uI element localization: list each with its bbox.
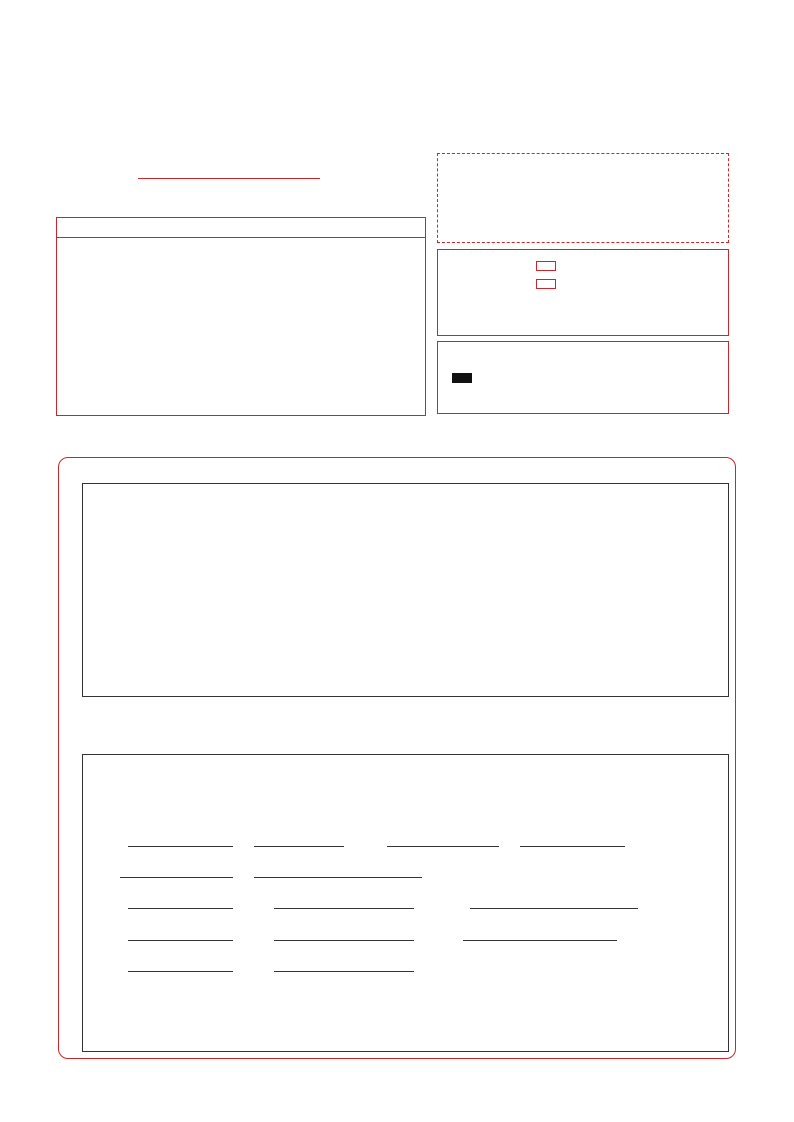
answer-blank[interactable]	[254, 846, 344, 847]
answer-blank[interactable]	[120, 877, 233, 878]
answer-blank[interactable]	[128, 971, 233, 972]
answer-blank[interactable]	[274, 971, 414, 972]
absent-box[interactable]	[536, 261, 556, 271]
non-choice-section	[82, 754, 729, 1052]
answer-blank[interactable]	[128, 908, 233, 909]
absent-mark-row	[524, 258, 556, 272]
answer-blank[interactable]	[274, 940, 414, 941]
answer-blank[interactable]	[128, 846, 233, 847]
notice-heading	[56, 217, 426, 238]
forbidden-panel	[437, 249, 729, 336]
notice-panel	[56, 238, 426, 416]
violation-box[interactable]	[536, 279, 556, 289]
filled-mark-icon	[452, 373, 472, 383]
answer-blank[interactable]	[520, 846, 625, 847]
answer-blank[interactable]	[387, 846, 499, 847]
sample-panel	[437, 341, 729, 414]
answer-blank[interactable]	[274, 908, 414, 909]
violation-mark-row	[524, 276, 556, 290]
answer-blank[interactable]	[128, 940, 233, 941]
barcode-area	[437, 153, 729, 243]
wrong-fill-row	[448, 392, 474, 406]
correct-fill-row	[448, 370, 472, 384]
answer-blank[interactable]	[470, 908, 638, 909]
answer-blank[interactable]	[254, 877, 422, 878]
choice-section	[82, 483, 729, 697]
name-field[interactable]	[138, 178, 320, 179]
answer-blank[interactable]	[463, 940, 617, 941]
